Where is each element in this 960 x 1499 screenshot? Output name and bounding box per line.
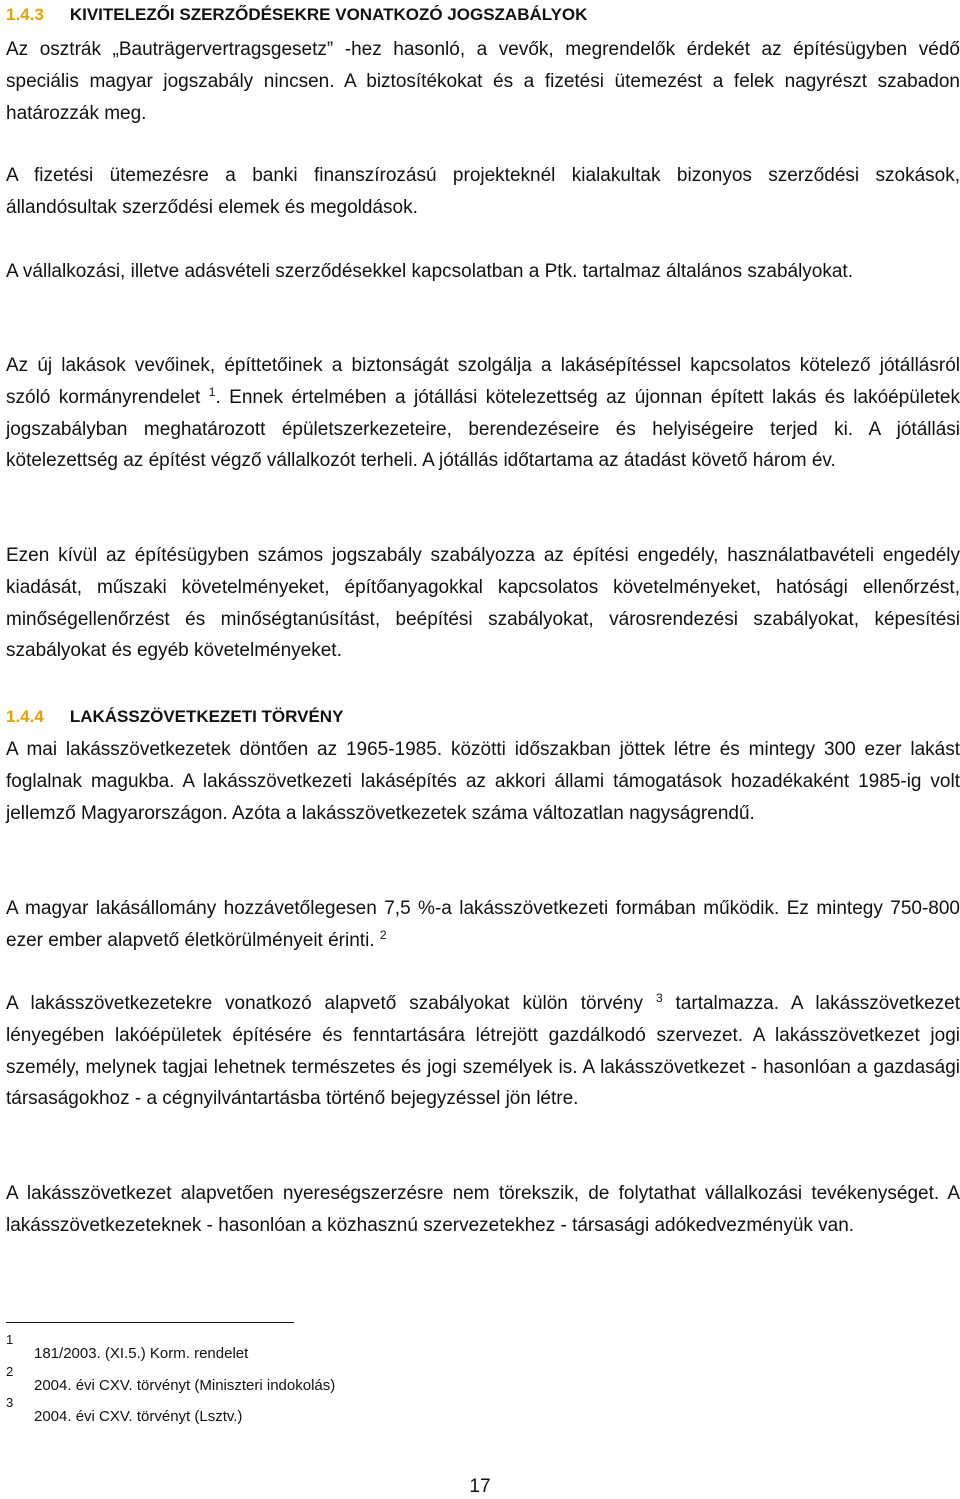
footnote-separator <box>6 1322 294 1323</box>
footnote-reference: 2 <box>379 927 387 942</box>
paragraph-lakasszovetkezeti-torveny <box>6 988 960 1115</box>
section-heading-1-4-3 <box>6 3 587 27</box>
paragraph-text: tartalmazza. A lakásszövetkezet lényegében lakóépületek építésére és fenntartására létrejött gazdálkodó szervezet. A lakásszövetkezet jogi személy, melynek tagjai lehetnek természetes és jogi személyek is. A lakásszövetkezet - hasonlóan a gazdasági társaságokhoz - a cégnyilvántartásba történő bejegyzéssel jön létre. <box>6 993 960 1110</box>
footnote-mark: 3 <box>6 1395 14 1410</box>
paragraph-text: A magyar lakásállomány hozzávetőlegesen 7,5 %-a lakásszövetkezeti formában működik. Ez mintegy 750-800 ezer ember alapvető életkörülményeit érinti. <box>6 898 960 951</box>
footnote-reference: 1 <box>208 384 216 399</box>
page-number: 17 <box>469 1476 491 1497</box>
paragraph-fizetesi-utemezes: A fizetési ütemezésre a banki finanszírozású projekteknél kialakultak bizonyos szerződési szokások, állandósultak szerződési elemek és megoldások. <box>6 165 960 218</box>
footnote-mark: 2 <box>6 1364 14 1379</box>
paragraph-nyeresegszerzes: A lakásszövetkezet alapvetően nyereségszerzésre nem törekszik, de folytathat vállalkozási tevékenységet. A lakásszövetkezeteknek - hasonlóan a közhasznú szervezetekhez - társasági adókedvezményük van. <box>6 1183 960 1236</box>
paragraph-ptk: A vállalkozási, illetve adásvételi szerződésekkel kapcsolatban a Ptk. tartalmaz általános szabályokat. <box>6 261 853 282</box>
section-number: 1.4.4 <box>6 707 44 726</box>
footnote-text: 2004. évi CXV. törvényt (Miniszteri indokolás) <box>34 1377 336 1394</box>
section-number: 1.4.3 <box>6 5 44 24</box>
footnote-mark: 1 <box>6 1332 14 1347</box>
paragraph-bautragervertrag: Az osztrák „Bauträgervertragsgesetz” -hez hasonló, a vevők, megrendelők érdekét az építésügyben védő speciális magyar jogszabály nincsen. A biztosítékokat és a fizetési ütemezést a felek nagyrészt szabadon határozzák meg. <box>6 39 960 124</box>
paragraph-jotallas <box>6 350 960 477</box>
footnote-text: 2004. évi CXV. törvényt (Lsztv.) <box>34 1408 243 1425</box>
paragraph-epitesugyi-jogszabalyok: Ezen kívül az építésügyben számos jogszabály szabályozza az építési engedély, használatbavételi engedély kiadását, műszaki követelményeket, építőanyagokkal kapcsolatos követelményeket, hatósági ellenőrzést, minőségellenőrzést és minőségtanúsítást, beépítési szabályokat, városrendezési szabályokat, képesítési szabályokat és egyéb követelményeket. <box>6 545 960 662</box>
paragraph-lakasszovetkezetek-tortenete: A mai lakásszövetkezetek döntően az 1965-1985. közötti időszakban jöttek létre és mintegy 300 ezer lakást foglalnak magukba. A lakásszövetkezeti lakásépítés az akkori állami támogatások hozadékaként 1985-ig volt jellemző Magyarországon. Azóta a lakásszövetkezetek száma változatlan nagyságrendű. <box>6 739 960 824</box>
footnote-text: 181/2003. (XI.5.) Korm. rendelet <box>34 1345 249 1362</box>
footnote-reference: 3 <box>655 991 663 1005</box>
section-heading-1-4-4 <box>6 705 343 729</box>
paragraph-text: A lakásszövetkezetekre vonatkozó alapvető szabályokat külön törvény <box>6 993 644 1014</box>
section-title: KIVITELEZŐI SZERZŐDÉSEKRE VONATKOZÓ JOGSZABÁLYOK <box>69 5 588 24</box>
paragraph-lakasallomany <box>6 893 960 957</box>
paragraph-text: . Ennek értelmében a jótállási kötelezettség az újonnan épített lakás és lakóépületek jogszabályban meghatározott épületszerkezeteire, berendezéseire és helyiségeire terjed ki. A jótállási kötelezettség az építést végző vállalkozót terheli. A jótállás időtartama az átadást követő három év. <box>6 386 960 472</box>
section-title: LAKÁSSZÖVETKEZETI TÖRVÉNY <box>69 707 344 726</box>
paragraph-text: Az új lakások vevőinek, építtetőinek a biztonságát szolgálja a lakásépítéssel kapcsolatos kötelező jótállásról szóló kormányrendelet <box>6 355 960 408</box>
